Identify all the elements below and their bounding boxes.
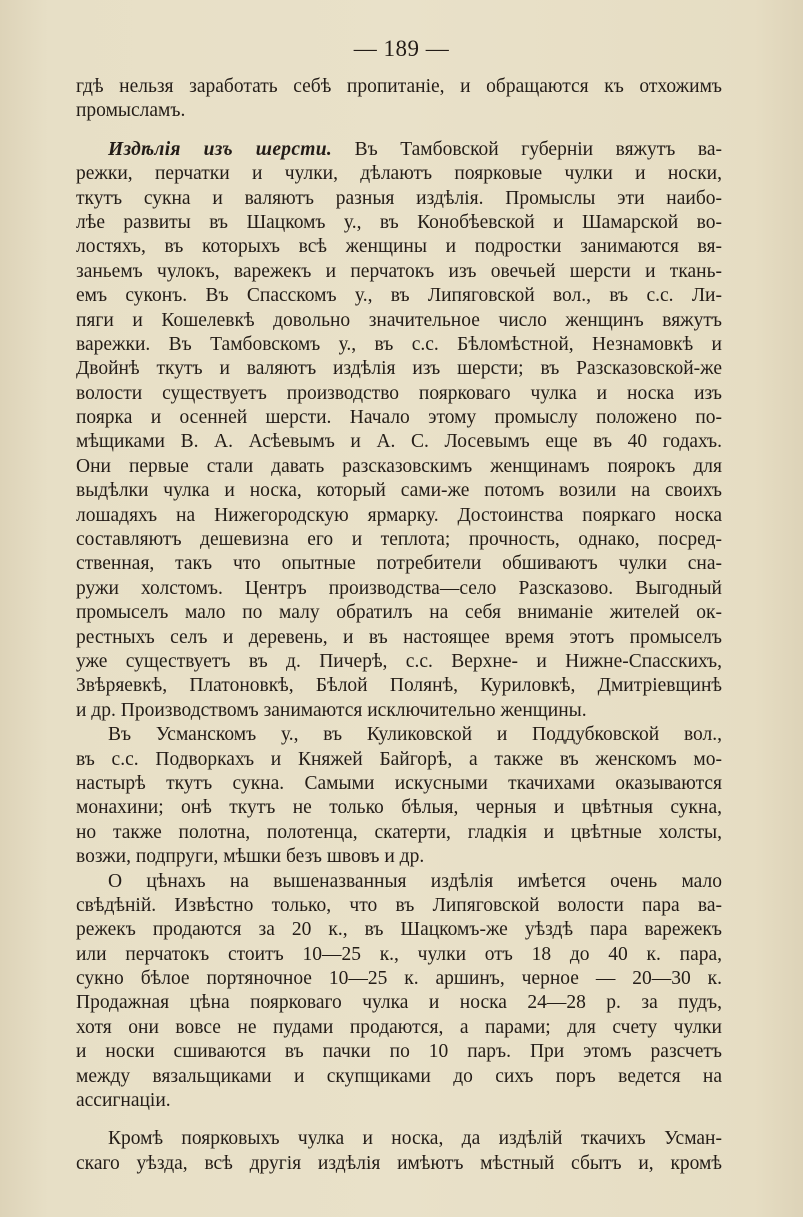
text-line: ственная, такъ что опытные потребители обшиваютъ чулки сна- <box>76 553 722 575</box>
text-line: промыселъ мало по малу обратилъ на себя вниманіе жителей ок- <box>76 602 722 624</box>
text-line: поярка и осенней шерсти. Начало этому промыслу положено по- <box>76 407 722 429</box>
text-line: ружи холстомъ. Центръ производства—село Разсказово. Выгодный <box>76 577 722 599</box>
text-line: лостяхъ, въ которыхъ всѣ женщины и подростки занимаются вя- <box>76 236 722 258</box>
text-line: и носки сшиваются въ пачки по 10 паръ. При этомъ разсчетъ <box>76 1041 722 1063</box>
text-line: хотя они вовсе не пудами продаются, а парами; для счету чулки <box>76 1016 722 1038</box>
body-text <box>76 75 722 1176</box>
text-line: скаго уѣзда, всѣ другія издѣлія имѣютъ мѣстный сбытъ и, кромѣ <box>76 1152 722 1174</box>
text-line: монахини; онѣ ткутъ не только бѣлыя, черныя и цвѣтныя сукна, <box>76 797 722 819</box>
text-line: режекъ продаются за 20 к., въ Шацкомъ-же уѣздѣ пара варежекъ <box>76 919 722 941</box>
text-line: варежки. Въ Тамбовскомъ у., въ с.с. Бѣломѣстной, Незнамовкѣ и <box>76 333 722 355</box>
text-line: промысламъ. <box>76 100 186 122</box>
text-line: Двойнѣ ткутъ и валяютъ издѣлія изъ шерсти; въ Разсказовской-же <box>76 358 722 380</box>
text-line: рестныхъ селъ и деревень, и въ настоящее время этотъ промыселъ <box>76 626 722 648</box>
text-line: волости существуетъ производство поярковаго чулка и носка изъ <box>76 382 722 404</box>
page-number: — 189 — <box>353 36 450 61</box>
text-line: Они первые стали давать разсказовскимъ женщинамъ поярокъ для <box>76 455 722 477</box>
text-line: уже существуетъ въ д. Пичерѣ, с.с. Верхне- и Нижне-Спасскихъ, <box>76 650 722 672</box>
text-line: сукно бѣлое портяночное 10—25 к. аршинъ, черное — 20—30 к. <box>76 968 722 990</box>
text-line: лошадяхъ на Нижегородскую ярмарку. Достоинства пояркаго носка <box>76 504 722 526</box>
text-line: настырѣ ткутъ сукна. Самыми искусными ткачихами оказываются <box>76 772 722 794</box>
text-line-rest: Въ Тамбовской губерніи вяжутъ ва- <box>354 138 723 160</box>
text-line: и др. Производствомъ занимаются исключительно женщины. <box>76 699 587 721</box>
text-line <box>76 138 722 162</box>
text-line: возжи, подпруги, мѣшки безъ швовъ и др. <box>76 846 425 868</box>
text-line: пяги и Кошелевкѣ довольно значительное число женщинъ вяжутъ <box>76 309 722 331</box>
text-line: Звѣряевкѣ, Платоновкѣ, Бѣлой Полянѣ, Куриловкѣ, Дмитріевщинѣ <box>76 675 722 697</box>
text-line: свѣдѣній. Извѣстно только, что въ Липяговской волости пара ва- <box>76 894 722 916</box>
text-line: составляютъ дешевизна его и теплота; прочность, однако, посред- <box>76 529 722 551</box>
section-heading: Издѣлія изъ шерсти. <box>108 138 333 160</box>
text-line: выдѣлки чулка и носка, который сами-же потомъ возили на своихъ <box>76 480 722 502</box>
text-line: Въ Усманскомъ у., въ Куликовской и Поддубковской вол., <box>108 724 722 746</box>
text-line: мѣщиками В. А. Асѣевымъ и А. С. Лосевымъ еще въ 40 годахъ. <box>76 431 722 453</box>
text-line: Продажная цѣна поярковаго чулка и носка 24—28 р. за пудъ, <box>76 992 722 1014</box>
text-line: между вязальщиками и скупщиками до сихъ поръ ведется на <box>76 1065 722 1087</box>
text-line: Кромѣ поярковыхъ чулка и носка, да издѣлій ткачихъ Усман- <box>108 1128 722 1150</box>
text-line: заньемъ чулокъ, варежекъ и перчатокъ изъ овечьей шерсти и ткань- <box>76 260 722 282</box>
text-line: ткутъ сукна и валяютъ разныя издѣлія. Промыслы эти наибо- <box>76 187 722 209</box>
text-line: или перчатокъ стоитъ 10—25 к., чулки отъ 18 до 40 к. пара, <box>76 943 722 965</box>
text-line: въ с.с. Подворкахъ и Княжей Байгорѣ, а также въ женскомъ мо- <box>76 748 722 770</box>
text-line: ассигнаціи. <box>76 1090 171 1112</box>
text-line: лѣе развиты въ Шацкомъ у., въ Конобѣевской и Шамарской во- <box>76 211 722 233</box>
text-line: но также полотна, полотенца, скатерти, гладкія и цвѣтные холсты, <box>76 821 722 843</box>
text-line: гдѣ нельзя заработать себѣ пропитаніе, и обращаются къ отхожимъ <box>76 76 722 97</box>
text-line: режки, перчатки и чулки, дѣлаютъ поярковые чулки и носки, <box>76 163 722 185</box>
text-line: емъ суконъ. Въ Спасскомъ у., въ Липяговской вол., въ с.с. Ли- <box>76 285 722 307</box>
text-line: О цѣнахъ на вышеназванныя издѣлія имѣется очень мало <box>108 870 722 892</box>
